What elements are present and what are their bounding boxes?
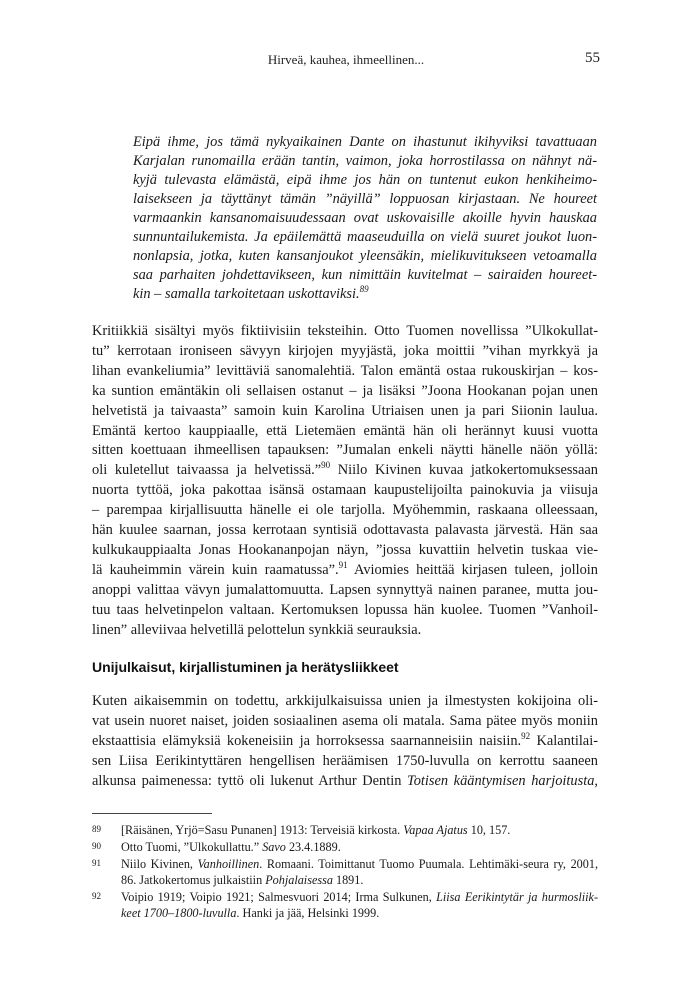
section-heading: Unijulkaisut, kirjallistuminen ja herätysliikkeet (92, 659, 399, 675)
paragraph-line: lihan evankeliumia” levittäviä sanomalehtiä. Talon emäntä ostaa rukouskirjan – kos- (92, 362, 598, 379)
line-text: lä kauheimmin värein kuin raamatussa”. (92, 561, 339, 578)
body-paragraph-1 (92, 322, 598, 641)
paragraph-line: sitten koettuaan ihmeellisen tapauksen: ”Jumalan enkeli näytti hänelle näön yöllä: (92, 442, 598, 459)
paragraph-line: Kritiikkiä sisältyi myös fiktiivisiin teksteihin. Otto Tuomen novellissa ”Ulkokullat- (92, 323, 598, 339)
quote-line-text: kin – samalla tarkoitetaan uskottaviksi. (133, 286, 360, 302)
footnote-text-part: . Romaani. Toimittanut Tuomo Puumala. Lehtimäki-seura ry, 2001, (259, 857, 598, 871)
footnote-ref-90[interactable]: 90 (321, 460, 331, 471)
paragraph-line: – parempaa kirjallisuutta hänelle ei ole tarjolla. Myöhemmin, raskaana olleessaan, (92, 502, 598, 519)
paragraph-line (92, 772, 598, 792)
quote-line: Karjalan runomailla erään tantin, vaimon, joka horrostilassa on nähnyt nä- (133, 153, 597, 169)
footnote-line (121, 872, 598, 888)
footnote-italic: Vapaa Ajatus (403, 823, 468, 837)
footnote-line (121, 905, 598, 921)
paragraph-line (92, 561, 598, 581)
paragraph-line: hän kuulee saarnan, jossa kerrotaan syntisiä odottavasta palavasta järvestä. Hän saa (92, 522, 598, 539)
footnote-text-part: 23.4.1889. (285, 840, 341, 854)
quote-line: nonlapsia, jotka, kuten kansanjoukot yleensäkin, mielikuvitukseen vetoamalla (133, 248, 597, 264)
footnotes (92, 822, 598, 922)
footnote-text-part: 86. Jatkokertomus julkaistiin (121, 873, 266, 887)
quote-last-line (133, 285, 597, 304)
footnote-text (121, 856, 598, 888)
footnote-ref-91[interactable]: 91 (338, 560, 348, 571)
footnote-text-part: . Hanki ja jää, Helsinki 1999. (236, 906, 380, 920)
footnote-italic: keet 1700–1800-luvulla (121, 906, 237, 920)
quote-line: saa parhaiten johdettavikseen, kun nimittäin kuvitelmat – sairaiden houreet- (133, 267, 597, 283)
footnote-text (121, 822, 598, 838)
quote-line: laisekseen ja täyttänyt tämän ”näyillä” loppuosan kirjastaan. Ne houreet (133, 191, 597, 207)
paragraph-line: kulkukauppiaalta Jonas Hookananpojan näyn, ”jossa kuvattiin helvetin tuskaa vie- (92, 541, 598, 558)
footnote-number: 92 (92, 891, 101, 901)
line-text: alkunsa paimenessa: tyttö oli lukenut Arthur Dentin (92, 772, 408, 789)
quote-line: sunnuntailukemista. Ja epäilemättä maaseuduilla on vielä suuret joukot luon- (133, 229, 597, 245)
paragraph-line: anoppi valittaa vävyn jumalattomuutta. Lapsen synnyttyä nainen paranee, mutta jou- (92, 581, 598, 598)
footnote-italic: Liisa Eerikintytär ja hurmosliik- (436, 890, 599, 904)
footnote-text-part: Otto Tuomi, ”Ulkokullattu.” (121, 840, 263, 854)
paragraph-line (92, 732, 598, 752)
quote-line: kyjä tulevasta elämästä, eipä ihme jos hän on tuntenut eukon henkiheimo- (133, 172, 597, 188)
quote-line: varmaankin kansanomaisuudessaan ovat uskovaisille akoille hyvin hauskaa (133, 210, 597, 226)
footnote-number: 90 (92, 841, 101, 851)
footnote-divider (92, 813, 212, 814)
line-text: ekstaattisia elämyksiä kokeneisiin ja horroksessa saarnanneisiin naisiin. (92, 732, 522, 749)
footnote-line (121, 889, 598, 905)
block-quote (133, 133, 597, 304)
paragraph-line: helvetistä ja taivaasta” samoin kuin Karolina Utriaisen unen ja pari Siionin laulua. (92, 402, 598, 419)
quote-line: Eipä ihme, jos tämä nykyaikainen Dante on ihastunut ikihyviksi tavattuaan (133, 134, 597, 150)
line-text: oli kuletellut taivaassa ja helvetissä.” (92, 462, 322, 479)
footnote-text-part: 1891. (332, 873, 364, 887)
footnote-italic: Savo (262, 840, 286, 854)
page-number: 55 (585, 50, 600, 66)
paragraph-line: ka suntion emäntäkin oli sellaisen ostanut – ja lisäksi ”Joona Hookanan pojan unen (92, 382, 598, 399)
paragraph-line: nuorta tyttöä, joka pakottaa isänsä ostamaan kaupustelijoilta painokuvia ja viisuja (92, 482, 598, 499)
footnote-91 (92, 856, 598, 888)
paragraph-line: Emäntä kertoo kauppiaalle, että Lietemäen emäntä hän oli herännyt kuusi vuotta (92, 422, 598, 439)
footnote-text-part: Voipio 1919; Voipio 1921; Salmesvuori 2014; Irma Sulkunen, (121, 890, 437, 904)
footnote-text-part: [Räisänen, Yrjö=Sasu Punanen] 1913: Terveisiä kirkosta. (121, 823, 404, 837)
line-text: Kalantilai- (530, 732, 598, 749)
footnote-number: 89 (92, 824, 101, 834)
paragraph-line: linen” alleviivaa helvetillä pelottelun synkkiä seurauksia. (92, 621, 422, 638)
paragraph-line: Kuten aikaisemmin on todettu, arkkijulkaisuissa unien ja ilmestysten kokijoina oli- (92, 693, 598, 709)
book-title: Totisen kääntymisen harjoitusta (407, 772, 595, 789)
paragraph-line (92, 461, 598, 481)
line-text: Aviomies heittää kirjasen tuleen, jolloin (347, 561, 598, 578)
footnote-line (121, 856, 598, 872)
paragraph-line: tuu taas helvetinpelon valtaan. Kertomuksen lopussa hän kuolee. Tuomen ”Vanhoil- (92, 601, 598, 618)
paragraph-line: vat usein nuoret naiset, joiden sosiaalinen asema oli matala. Sama pätee myös moniin (92, 712, 598, 729)
footnote-italic: Vanhoillinen (197, 857, 260, 871)
footnote-90 (92, 839, 598, 855)
footnote-text (121, 839, 598, 855)
footnote-text-part: 10, 157. (467, 823, 511, 837)
footnote-text (121, 889, 598, 921)
body-paragraph-2 (92, 692, 598, 792)
line-text: Niilo Kivinen kuvaa jatkokertomuksessaan (330, 462, 598, 479)
line-text: , (594, 772, 598, 789)
footnote-92 (92, 889, 598, 921)
footnote-number: 91 (92, 858, 101, 868)
paragraph-line: tu” kerrotaan ironiseen sävyyn kirjojen myyjästä, joka moittii ”vihan myrkkyä ja (92, 342, 598, 359)
footnote-text-part: Niilo Kivinen, (121, 857, 198, 871)
footnote-ref-89[interactable]: 89 (359, 284, 369, 295)
running-header: Hirveä, kauhea, ihmeellinen... (267, 52, 425, 67)
footnote-89 (92, 822, 598, 838)
footnote-ref-92[interactable]: 92 (521, 731, 531, 742)
footnote-italic: Pohjalaisessa (265, 873, 333, 887)
paragraph-line: sen Liisa Eerikintyttären hengellisen heräämisen 1750-luvulla on kerrottu saaneen (92, 752, 598, 769)
